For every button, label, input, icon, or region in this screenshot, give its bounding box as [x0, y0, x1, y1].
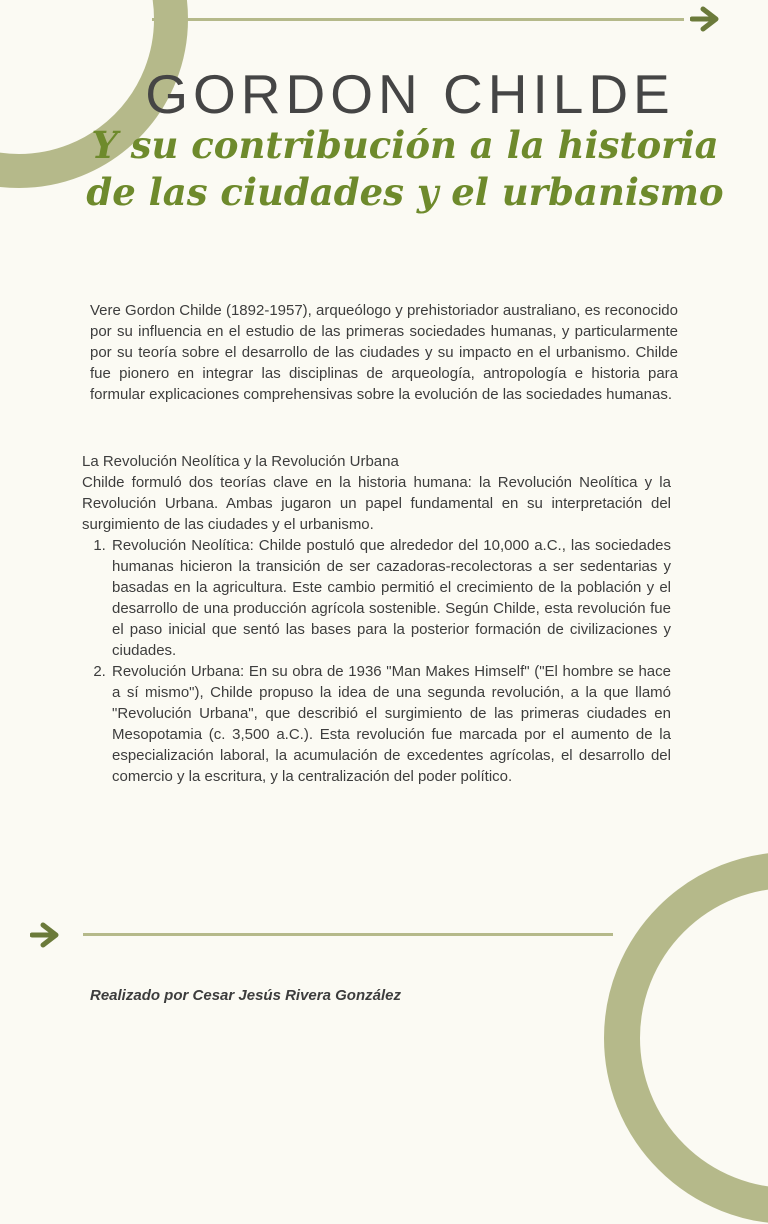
section-text: Childe formuló dos teorías clave en la historia humana: la Revolución Neolítica y la Revolución Urbana. Ambas jugaron un papel fundamental en su interpretación del surgimiento de las ciudades y el urbanismo.	[82, 474, 671, 533]
decorative-arc-bottom-right	[604, 852, 768, 1224]
arrow-right-icon	[30, 922, 60, 948]
revolutions-section	[82, 451, 671, 787]
revolutions-list	[82, 535, 671, 787]
arrow-right-icon	[690, 6, 720, 32]
page-title: GORDON CHILDE	[145, 63, 675, 125]
list-item: 2. Revolución Urbana: En su obra de 1936 "Man Makes Himself" ("El hombre se hace a sí mismo"), Childe propuso la idea de una segunda revolución, a la que llamó "Revolución Urbana", que describió el surgimiento de las primeras ciudades en Mesopotamia (c. 3,500 a.C.). Esta revolución fue marcada por el aumento de la especialización laboral, la acumulación de excedentes agrícolas, el desarrollo del comercio y la escritura, y la centralización del poder político.	[110, 661, 671, 787]
top-divider-line	[152, 18, 684, 21]
section-heading: La Revolución Neolítica y la Revolución Urbana	[82, 453, 399, 470]
author-credit: Realizado por Cesar Jesús Rivera González	[90, 987, 401, 1004]
list-item: 1. Revolución Neolítica: Childe postuló que alrededor del 10,000 a.C., las sociedades humanas hicieron la transición de ser cazadoras-recolectoras a ser sedentarias y basadas en la agricultura. Este cambio permitió el crecimiento de la población y el desarrollo de una producción agrícola sostenible. Según Childe, esta revolución fue el paso inicial que sentó las bases para la posterior formación de civilizaciones y ciudades.	[110, 535, 671, 661]
intro-paragraph: Vere Gordon Childe (1892-1957), arqueólogo y prehistoriador australiano, es reconocido por su influencia en el estudio de las primeras sociedades humanas, y particularmente por su teoría sobre el desarrollo de las ciudades y su impacto en el urbanismo. Childe fue pionero en integrar las disciplinas de arqueología, antropología e historia para formular explicaciones comprehensivas sobre la evolución de las sociedades humanas.	[90, 302, 678, 403]
page-subtitle: Y su contribución a la historia de las ciudades y el urbanismo	[86, 123, 724, 214]
bottom-divider-line	[83, 933, 613, 936]
